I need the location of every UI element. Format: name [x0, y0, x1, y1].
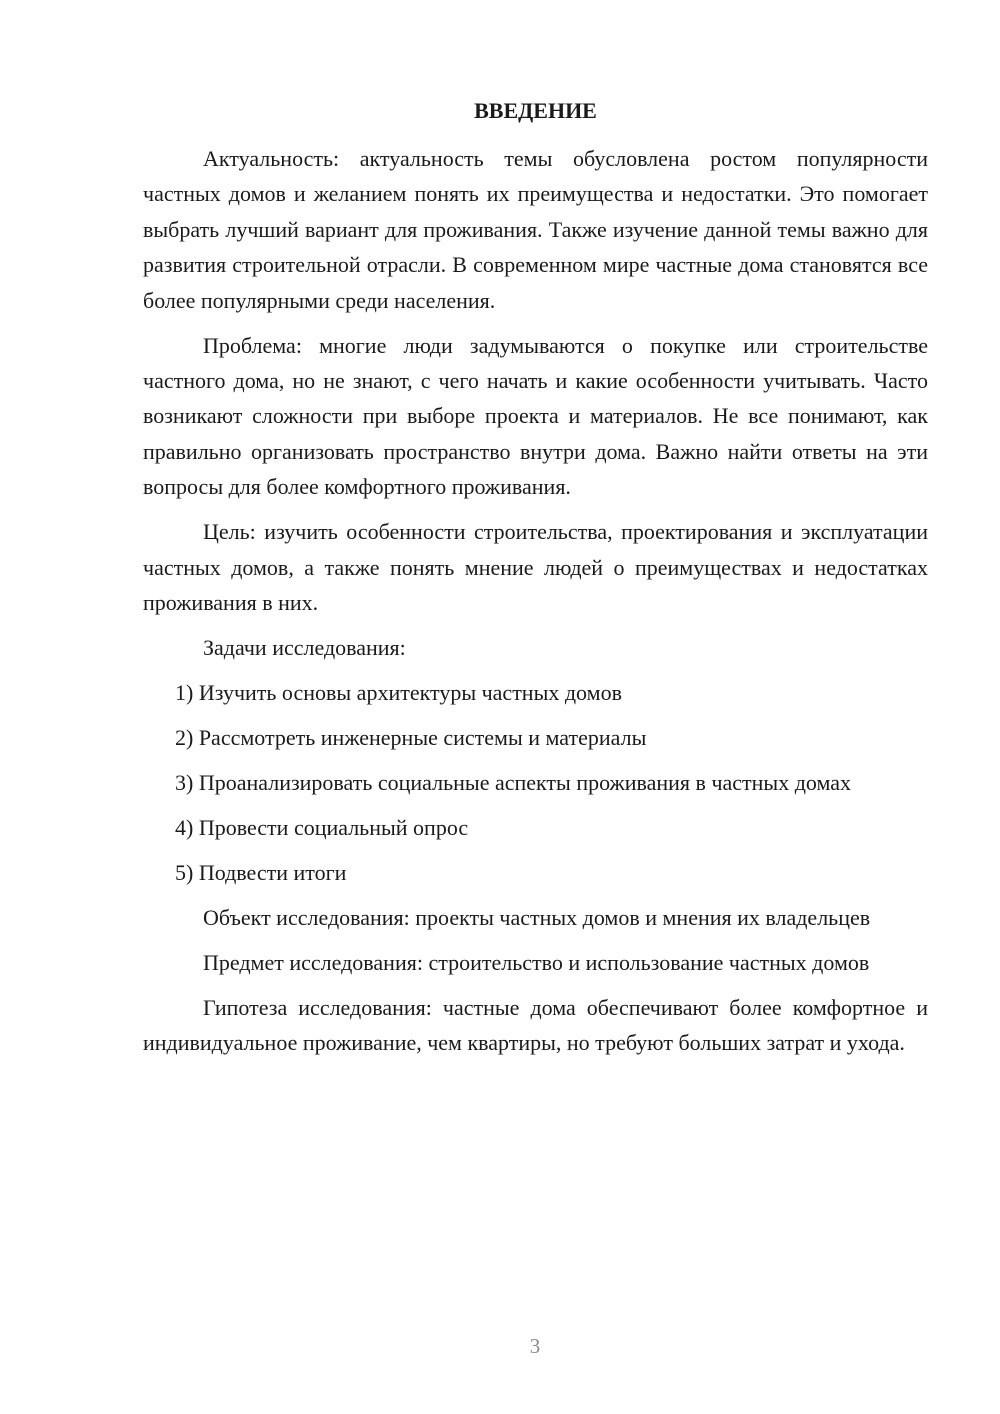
paragraph-tasks-title: Задачи исследования: [203, 635, 406, 661]
document-body [143, 141, 928, 1070]
task-item: 1) Изучить основы архитектуры частных домов [175, 680, 622, 706]
page-number: 3 [529, 1334, 541, 1358]
paragraph-goal: Цель: изучить особенности строительства, проектирования и эксплуатации частных домов, а также понять мнение людей о преимуществах и недостатках проживания в них. [143, 519, 928, 616]
paragraph-subject: Предмет исследования: строительство и использование частных домов [203, 950, 870, 976]
task-item: 4) Провести социальный опрос [175, 815, 469, 841]
paragraph-object: Объект исследования: проекты частных домов и мнения их владельцев [203, 905, 871, 931]
paragraph-relevance: Актуальность: актуальность темы обусловлена ростом популярности частных домов и желанием понять их преимущества и недостатки. Это помогает выбрать лучший вариант для проживания. Также изучение данной темы важно для развития строительной отрасли. В современном мире частные дома становятся все более популярными среди населения. [143, 146, 928, 313]
task-item: 2) Рассмотреть инженерные системы и материалы [175, 725, 647, 751]
task-item: 3) Проанализировать социальные аспекты проживания в частных домах [175, 770, 852, 796]
task-item: 5) Подвести итоги [175, 860, 347, 886]
paragraph-hypothesis: Гипотеза исследования: частные дома обеспечивают более комфортное и индивидуальное проживание, чем квартиры, но требуют больших затрат и ухода. [143, 995, 928, 1056]
paragraph-problem: Проблема: многие люди задумываются о покупке или строительстве частного дома, но не знают, с чего начать и какие особенности учитывать. Часто возникают сложности при выборе проекта и материалов. Не все понимают, как правильно организовать пространство внутри дома. Важно найти ответы на эти вопросы для более комфортного проживания. [143, 332, 928, 500]
section-heading: ВВЕДЕНИЕ [474, 98, 597, 123]
